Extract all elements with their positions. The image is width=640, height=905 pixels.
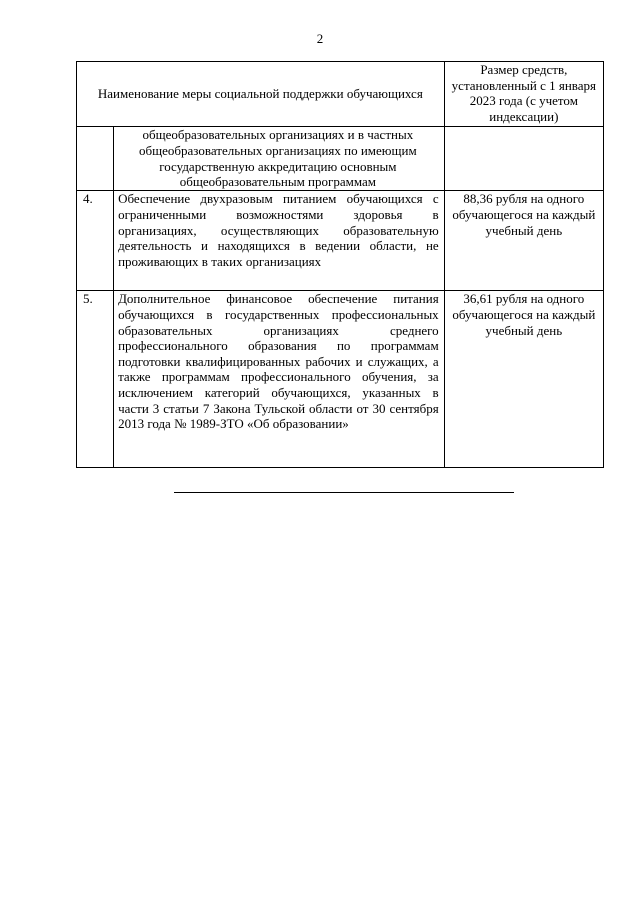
support-measures-table xyxy=(76,61,604,468)
amount-empty xyxy=(444,127,603,191)
end-divider-line xyxy=(174,492,514,493)
row-measure: Дополнительное финансовое обеспечение питания обучающихся в государственных профессиональных образовательных организациях среднего профессионального образования по программам подготовки квалифицированных рабочих и служащих, а также программам профессионального обучения, за исключением категорий обучающихся, указанных в части 3 статьи 7 Закона Тульской области от 30 сентября 2013 года № 1989-ЗТО «Об образовании» xyxy=(114,291,445,468)
header-amount: Размер средств, установленный с 1 января 2023 года (с учетом индексации) xyxy=(444,62,603,127)
row-number: 5. xyxy=(77,291,114,468)
table-row xyxy=(77,191,604,291)
row-number-empty xyxy=(77,127,114,191)
row-measure: Обеспечение двухразовым питанием обучающихся с ограниченными возможностями здоровья в организациях, осуществляющих образовательную деятельность и находящихся в ведении области, не проживающих в таких организациях xyxy=(114,191,445,291)
header-measure: Наименование меры социальной поддержки обучающихся xyxy=(77,62,445,127)
row-amount: 88,36 рубля на одного обучающегося на каждый учебный день xyxy=(444,191,603,291)
continuation-text: общеобразовательных организациях и в частных общеобразовательных организациях по имеющим государственную аккредитацию основным общеобразовательным программам xyxy=(114,127,445,191)
table-row xyxy=(77,127,604,191)
page-number: 2 xyxy=(316,31,324,46)
row-amount: 36,61 рубля на одного обучающегося на каждый учебный день xyxy=(444,291,603,468)
table-header-row xyxy=(77,62,604,127)
table-row xyxy=(77,291,604,468)
row-number: 4. xyxy=(77,191,114,291)
